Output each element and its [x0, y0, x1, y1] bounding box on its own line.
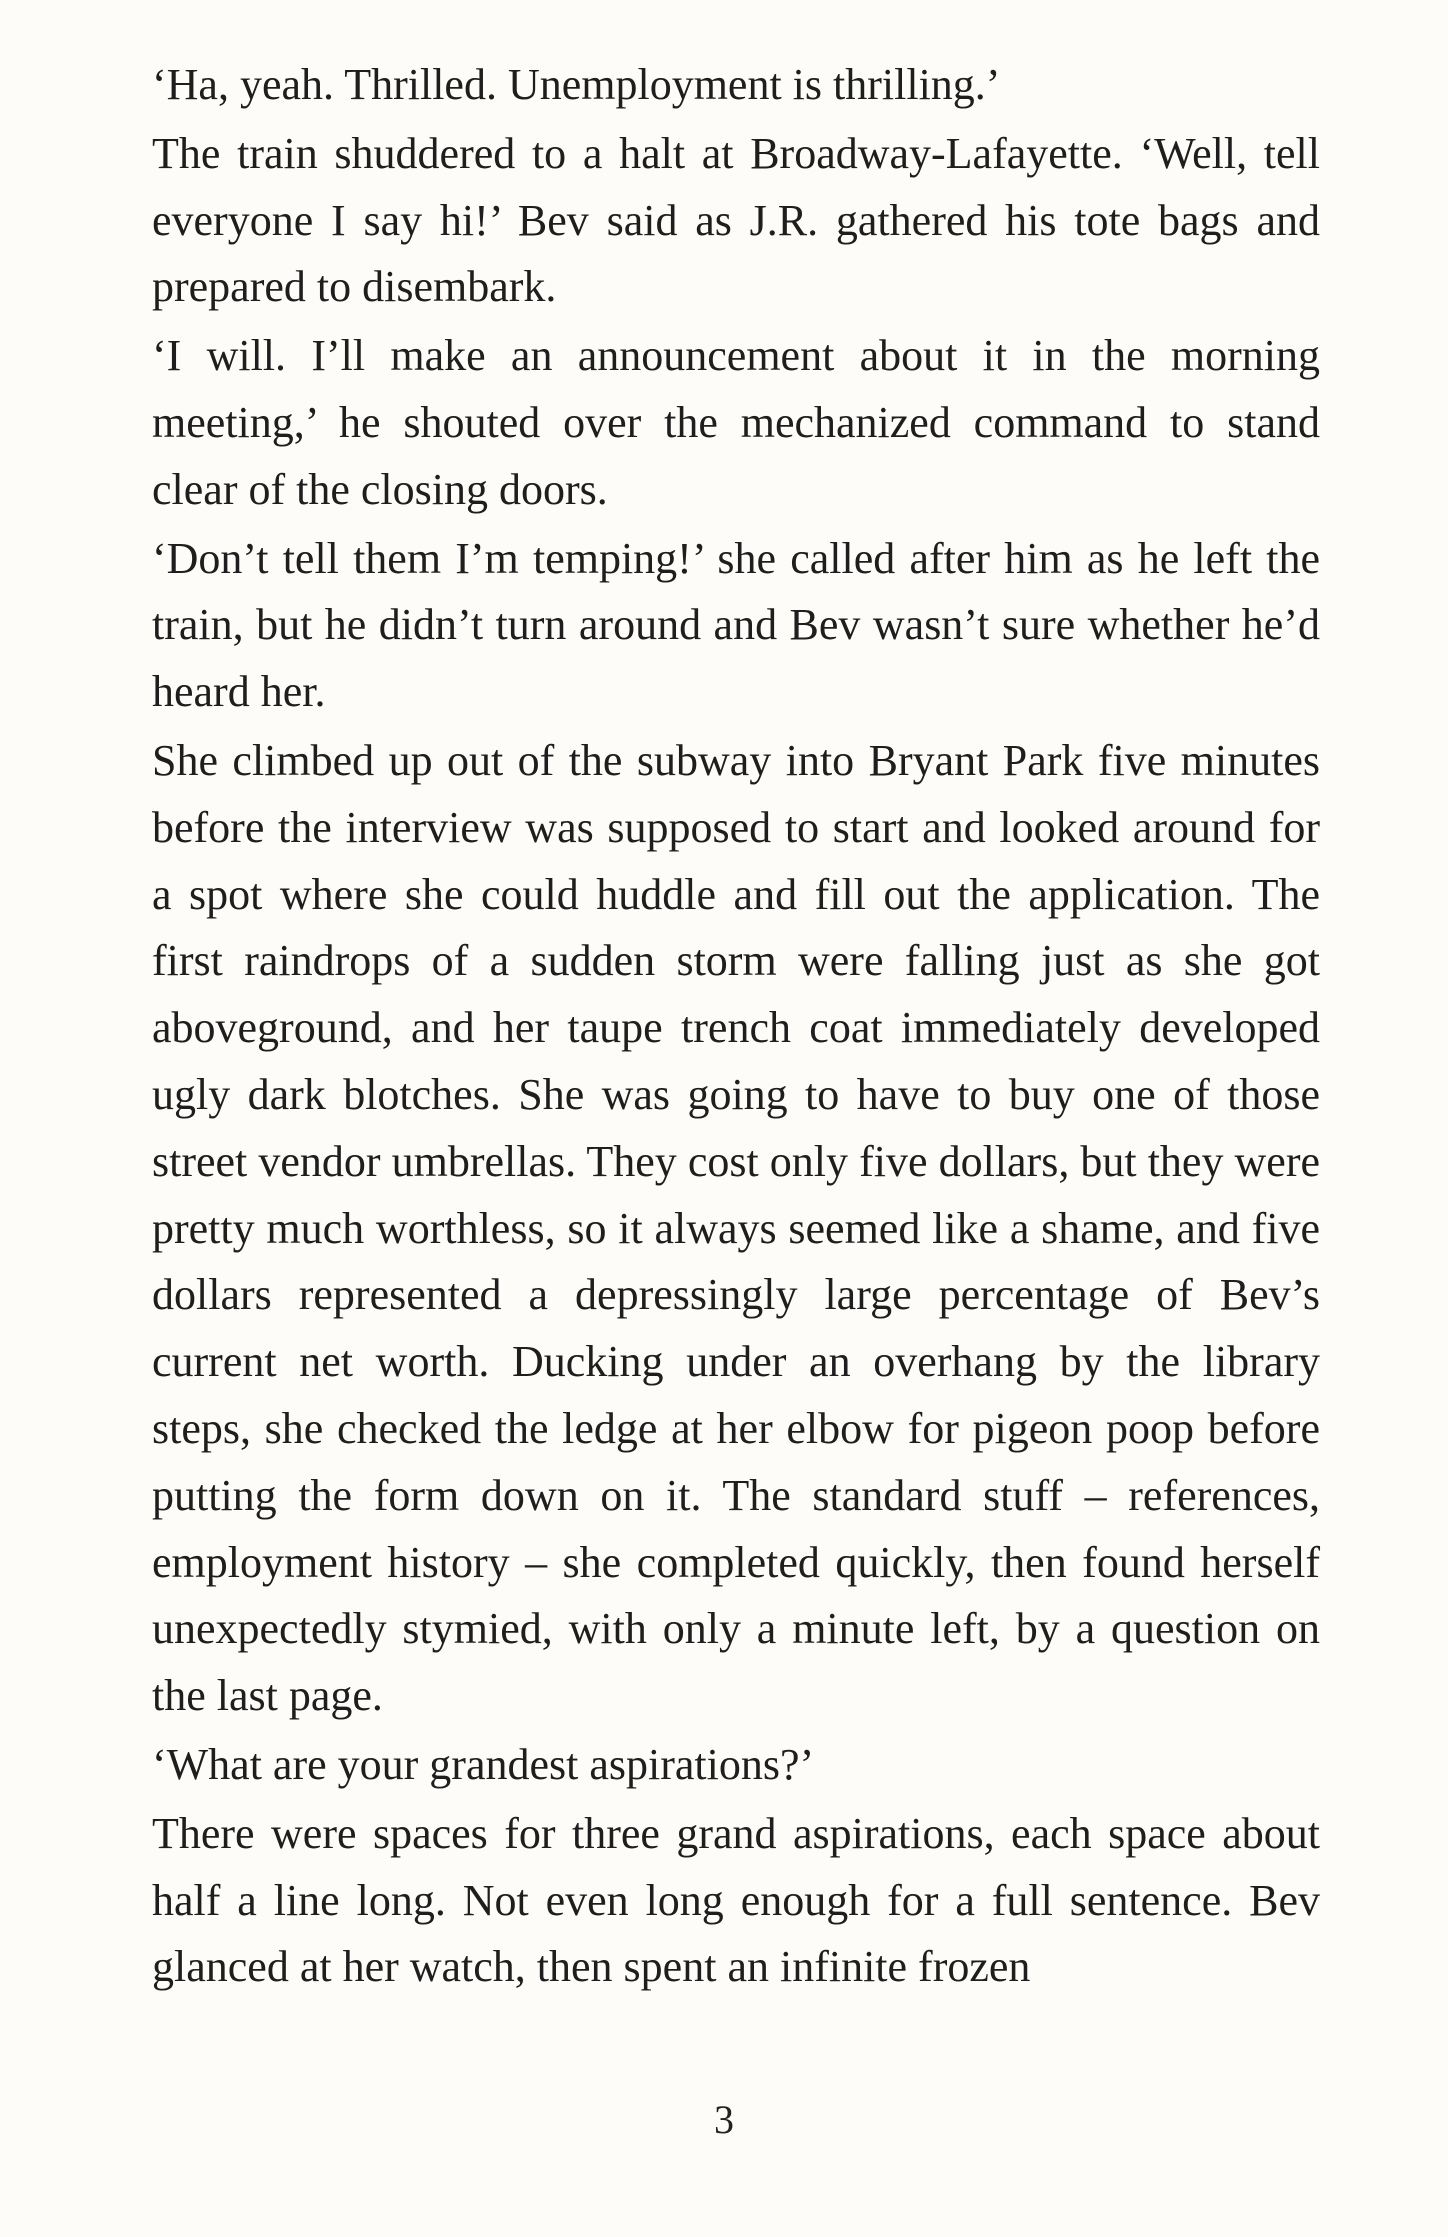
paragraph-4: ‘Don’t tell them I’m temping!’ she called after him as he left the train, but he didn’t turn around and Bev wasn’t sure whether he’d heard her. — [152, 533, 1320, 717]
page-body — [152, 52, 1320, 2172]
paragraph-3: ‘I will. I’ll make an announcement about it in the morning meeting,’ he shouted over the mechanized command to stand clear of the closing doors. — [152, 331, 1320, 514]
paragraph-6: ‘What are your grandest aspirations?’ — [152, 1739, 815, 1789]
paragraph-5: She climbed up out of the subway into Bryant Park five minutes before the interview was supposed to start and looked around for a spot where she could huddle and fill out the application. The first raindrops of a sudden storm were falling just as she got aboveground, and her taupe trench coat immediately developed ugly dark blotches. She was going to have to buy one of those street vendor umbrellas. They cost only five dollars, but they were pretty much worthless, so it always seemed like a shame, and five dollars represented a depressingly large percentage of Bev’s current net worth. Ducking under an overhang by the library steps, she checked the ledge at her elbow for pigeon poop before putting the form down on it. The standard stuff – references, employment history – she completed quickly, then found herself unexpectedly stymied, with only a minute left, by a question on the last page. — [152, 735, 1320, 1721]
paragraph-1: ‘Ha, yeah. Thrilled. Unemployment is thrilling.’ — [152, 60, 1001, 109]
paragraph-7: There were spaces for three grand aspirations, each space about half a line long. Not even long enough for a full sentence. Bev glanced at her watch, then spent an infinite frozen — [152, 1808, 1320, 1992]
page-number: 3 — [714, 2097, 734, 2142]
paragraph-2: The train shuddered to a halt at Broadway-Lafayette. ‘Well, tell everyone I say hi!’ Bev said as J.R. gathered his tote bags and prepared to disembark. — [152, 128, 1320, 312]
